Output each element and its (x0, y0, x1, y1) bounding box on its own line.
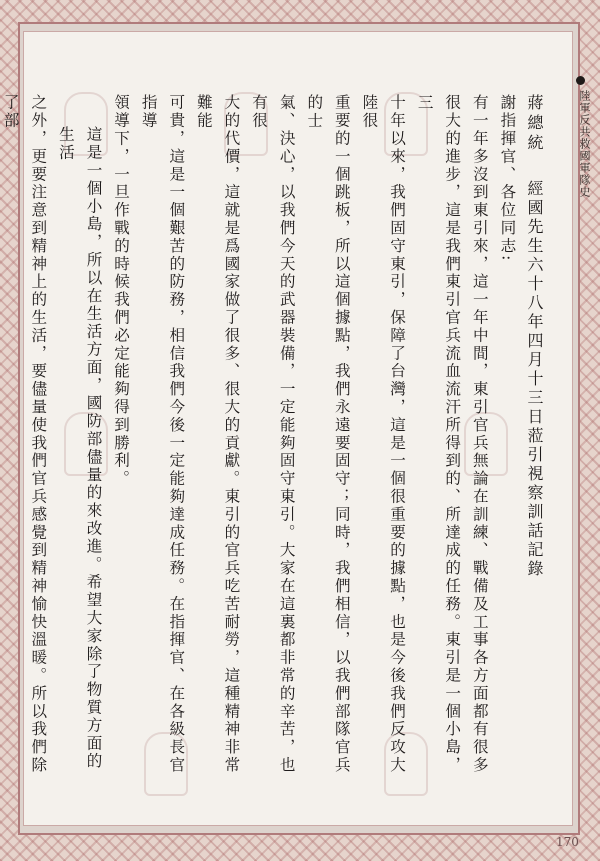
speech-heading (520, 94, 548, 782)
page-number: 170 (556, 835, 579, 849)
bullet-icon (576, 76, 585, 85)
body-line: 領導下，一旦作戰的時候我們必定能夠得到勝利。 (112, 94, 131, 488)
body-line: 十年以來，我們固守東引，保障了台灣，這是一個很重要的據點，也是今後我們反攻大陸很 (360, 94, 407, 775)
body-line: 氣、決心，以我們今天的武器裝備，一定能夠固守東引。大家在這裏都非常的辛苦，也有很 (250, 94, 296, 775)
body-line: 有一年多沒到東引來，這一年中間，東引官兵無論在訓練、戰備及工事各方面都有很多 (470, 94, 489, 775)
body-line: 很大的進步，這是我們東引官兵流血流汗所得到的、所達成的任務。東引是一個小島，三 (415, 94, 462, 775)
speaker-name: 蔣總統 (525, 94, 544, 154)
body-line: 大的代價，這就是爲國家做了很多、很大的貢獻。東引的官兵吃苦耐勞，這種精神非常難能 (194, 94, 241, 775)
body-line: 這是一個小島，所以在生活方面，國防部儘量的來改進。希望大家除了物質方面的生活 (56, 126, 103, 771)
body-line: 重要的一個跳板，所以這個據點，我們永遠要固守；同時，我們相信，以我們部隊官兵的士 (305, 94, 351, 775)
salutation: 謝指揮官、各位同志: (498, 94, 517, 263)
speech-text (1, 94, 548, 782)
body-line: 可貴，這是一個艱苦的防務，相信我們今後一定能夠達成任務。在指揮官、在各級長官指導 (139, 94, 186, 775)
running-head: 陸軍反共救國軍隊史 (578, 90, 591, 198)
speech-title: 經國先生六十八年四月十三日蒞引視察訓話記錄 (525, 180, 544, 579)
body-line: 之外，更要注意到精神上的生活，要儘量使我們官兵感覺到精神愉快溫暖。所以我們除了部 (1, 94, 48, 775)
